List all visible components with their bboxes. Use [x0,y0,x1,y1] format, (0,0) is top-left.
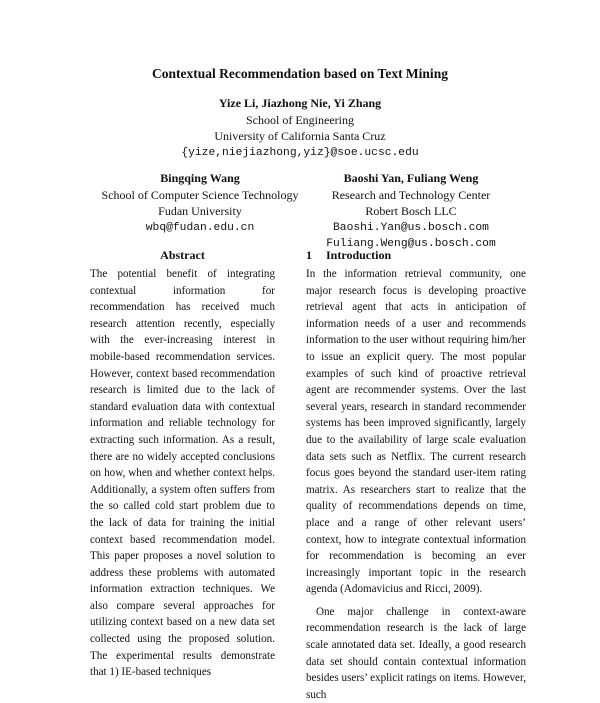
left-author-univ: Fudan University [158,204,242,218]
main-author-email: {yize,niejiazhong,yiz}@soe.ucsc.edu [181,146,419,159]
main-author-block [0,95,600,161]
right-author-dept: Research and Technology Center [331,187,491,202]
main-author-dept: School of Engineering [246,112,354,127]
intro-paragraph-2: One major challenge in context-aware recommendation research is the lack of large scale annotated data set. Ideally, a good research data set should contain contextual information besides users’ explicit ratings on items. However, such [306,605,526,701]
right-author-block [296,170,526,253]
main-author-univ: University of California Santa Cruz [214,129,386,143]
right-author-org: Robert Bosch LLC [365,204,457,218]
abstract-heading: Abstract [160,248,205,262]
right-author-email-2: Fuliang.Weng@us.bosch.com [326,238,496,250]
abstract-text: The potential benefit of integrating contextual information for recommendation has received much research attention recently, especially with the ever-increasing interest in mobile-based recommendation services. However, context based recommendation research is limited due to the lack of standard evaluation data with contextual information and reliable technology for extracting such information. As a result, there are no widely accepted conclusions on how, when and whether context helps. Additionally, a system often suffers from the so called cold start problem due to the lack of data for training the initial context based recommendation model. This paper proposes a novel solution to address these problems with automated information extraction techniques. We also compare several approaches for utilizing context based on a new data set collected using the proposed solution. The experimental results demonstrate that 1) IE-based techniques [90,268,275,679]
intro-heading [306,248,526,263]
left-author-dept: School of Computer Science Technology [101,187,299,202]
intro-column [306,266,526,703]
left-author-block [85,170,315,236]
intro-heading-text: Introduction [326,248,392,262]
abstract-column [90,266,275,681]
main-author-names: Yize Li, Jiazhong Nie, Yi Zhang [218,96,382,110]
left-author-email: wbq@fudan.edu.cn [145,221,255,234]
left-author-name: Bingqing Wang [160,171,240,185]
right-author-names: Baoshi Yan, Fuliang Weng [343,171,479,185]
paper-title: Contextual Recommendation based on Text Mining [152,66,448,81]
right-author-email-1: Baoshi.Yan@us.bosch.com [333,221,489,234]
intro-paragraph-1: In the information retrieval community, one major research focus is developing proactive retrieval agent that acts in anticipation of information needs of a user and recommends information to the user without requiring him/her to issue an explicit query. The most popular examples of such kind of proactive retrieval agent are recommender systems. Over the last several years, research in standard recommender systems has been improved significantly, largely due to the availability of large scale evaluation data sets such as Netflix. The current research focus goes beyond the standard user-item rating matrix. As researchers start to realize that the quality of recommendations depends on time, place and a range of other relevant users’ context, how to integrate contextual information for recommendation is becoming an ever increasingly important topic in the research agenda (Adomavicius and Ricci, 2009). [306,268,526,596]
intro-section-number: 1 [306,248,312,262]
